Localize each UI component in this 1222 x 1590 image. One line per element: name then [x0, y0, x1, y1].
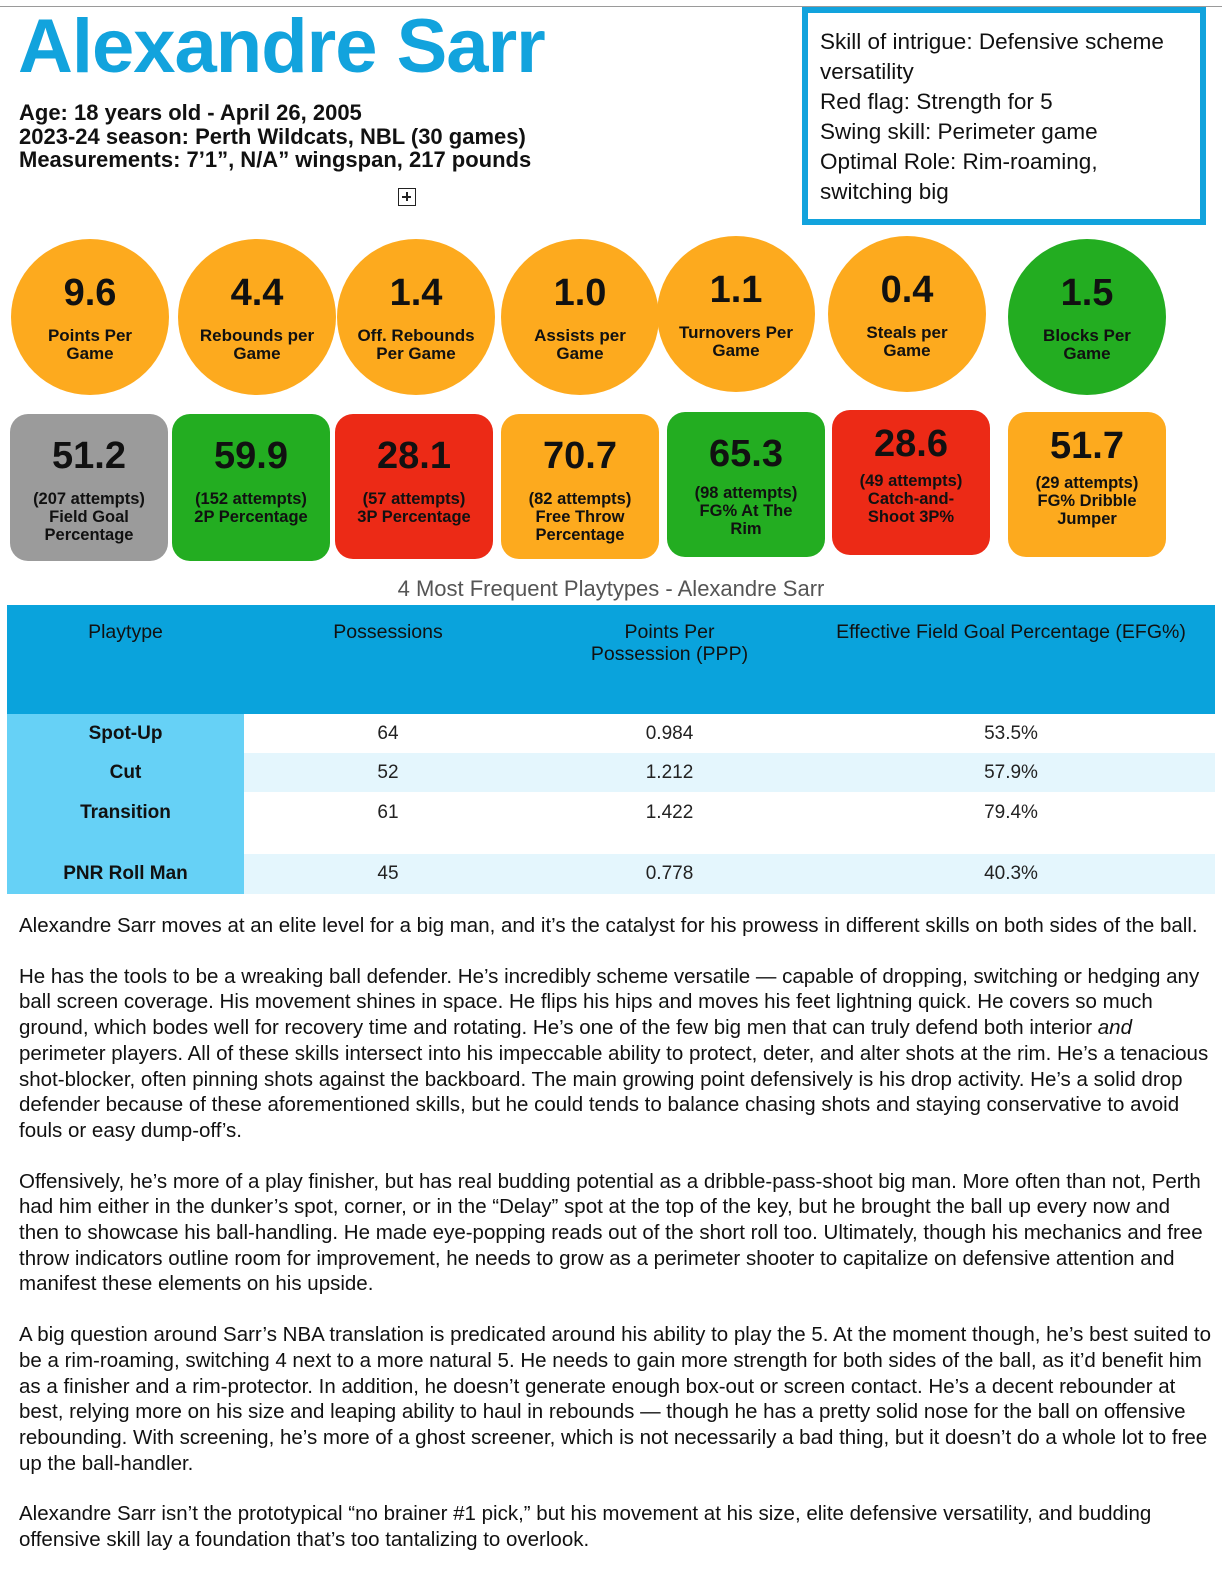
possessions-cell: 64	[377, 722, 399, 744]
shooting-card-ft	[501, 414, 659, 559]
shooting-stat-name: FG% At The Rim	[699, 502, 793, 538]
shooting-label	[186, 490, 316, 526]
player-name: Alexandre Sarr	[18, 4, 545, 89]
stat-circle-assists	[501, 239, 659, 395]
red-flag: Red flag: Strength for 5	[820, 89, 1053, 114]
shooting-card-catch-shoot	[832, 410, 990, 555]
shooting-stat-name: Field Goal Percentage	[44, 508, 134, 544]
shooting-label	[688, 484, 804, 538]
stat-label: Off. Rebounds Per Game	[357, 326, 475, 363]
header-ppp: Points Per Possession (PPP)	[532, 605, 807, 714]
swing-skill: Swing skill: Perimeter game	[820, 119, 1098, 144]
ppp-cell: 1.422	[645, 802, 694, 823]
age-line: Age: 18 years old - April 26, 2005	[19, 100, 362, 125]
shooting-card-3p	[335, 414, 493, 559]
paragraph-defense-part-1: He has the tools to be a wreaking ball defender. He’s incredibly scheme versatile — capable of dropping, switching or hedging any ball screen coverage. His movement shines in space. He flips his hips and moves his feet lightning quick. He covers so much ground, which bodes well for recovery time and rotating. He’s one of the few big men that can truly defend both interior	[19, 964, 1200, 1040]
efg-cell: 40.3%	[807, 854, 1215, 894]
optimal-role: Optimal Role: Rim-roaming, switching big	[820, 149, 1098, 204]
efg-cell: 53.5%	[984, 722, 1038, 744]
paragraph-intro: Alexandre Sarr moves at an elite level for a big man, and it’s the catalyst for his prowess in different skills on both sides of the ball.	[19, 914, 1198, 937]
playtype-cell: Cut	[7, 753, 244, 792]
shooting-label	[1012, 474, 1162, 528]
possessions-cell: 61	[377, 802, 399, 823]
table-row	[7, 854, 1215, 894]
table-row	[7, 714, 1215, 753]
paragraph-defense	[19, 964, 1215, 1144]
stat-value: 0.4	[880, 269, 934, 311]
stat-circle-blocks	[1008, 239, 1166, 395]
measurements-line: Measurements: 7’1”, N/A” wingspan, 217 pounds	[19, 147, 532, 172]
ppp-cell: 0.778	[532, 854, 807, 894]
paragraph-defense-part-2: perimeter players. All of these skills intersect into his impeccable ability to protect, deter, and alter shots at the rim. He’s a tenacious shot-blocker, often pinning shots against the backboard. The main growing point defensively is his drop activity. He’s a solid drop defender because of these aforementioned skills, but he could tends to balance chasing shots and staying conservative to avoid fouls or easy dump-off’s.	[19, 1041, 1209, 1142]
table-header-row	[7, 605, 1215, 714]
stat-circle-steals	[828, 236, 986, 392]
stat-label: Turnovers Per Game	[678, 323, 793, 360]
table-row	[7, 753, 1215, 792]
ppp-cell: 0.984	[645, 722, 694, 744]
shooting-attempts: (57 attempts)	[362, 490, 466, 508]
shooting-attempts: (82 attempts)	[528, 490, 632, 508]
stat-value: 9.6	[63, 272, 117, 314]
header-playtype: Playtype	[7, 605, 244, 714]
shooting-card-fg	[10, 414, 168, 561]
stat-circle-off-rebounds	[337, 239, 495, 395]
intrigue-box	[802, 7, 1206, 225]
shooting-label	[24, 490, 154, 544]
shooting-stat-name: Free Throw Percentage	[535, 508, 625, 544]
player-bio	[19, 101, 531, 172]
shooting-stat-name: FG% Dribble Jumper	[1037, 492, 1137, 528]
header-possessions: Possessions	[244, 605, 532, 714]
shooting-label	[515, 490, 645, 544]
possessions-cell: 52	[244, 753, 532, 792]
shooting-value: 51.7	[1050, 425, 1124, 467]
stat-label: Assists per Game	[534, 326, 626, 363]
paragraph-translation: A big question around Sarr’s NBA translation is predicated around his ability to play the 5. At the moment though, he’s best suited to be a rim-roaming, switching 4 next to a more natural 5. He needs to gain more strength for both sides of the ball, as it’d benefit him as a finisher and a rim-protector. In addition, he doesn’t generate enough box-out or screen contact. He’s a decent rebounder at best, relying more on his size and leaping ability to haul in rebounds — though he has a pretty solid nose for the ball on offensive rebounding. With screening, he’s more of a ghost screener, which is not necessarily a bad thing, but it doesn’t do a whole lot to free up the ball-handler.	[19, 1323, 1212, 1475]
shooting-attempts: (49 attempts)	[859, 472, 963, 490]
paragraph-defense-emphasis: and	[1097, 1016, 1132, 1040]
shooting-value: 59.9	[214, 435, 288, 477]
stat-label: Points Per Game	[47, 326, 133, 363]
shooting-attempts: (29 attempts)	[1035, 474, 1139, 492]
stat-value: 4.4	[230, 272, 284, 314]
playtype-cell: Transition	[7, 792, 244, 854]
stat-label: Steals per Game	[866, 323, 948, 360]
shooting-attempts: (207 attempts)	[33, 490, 145, 508]
shooting-label	[349, 490, 479, 526]
shooting-stat-name: 2P Percentage	[194, 508, 308, 526]
shooting-stat-name: 3P Percentage	[357, 508, 471, 526]
stat-value: 1.4	[389, 272, 443, 314]
shooting-value: 28.6	[874, 423, 948, 465]
stat-value: 1.1	[709, 269, 763, 311]
shooting-value: 51.2	[52, 435, 126, 477]
shooting-stat-name: Catch-and-Shoot 3P%	[867, 490, 955, 526]
ppp-cell: 1.212	[532, 753, 807, 792]
paragraph-offense: Offensively, he’s more of a play finisher, but has real budding potential as a dribble-pass-shoot big man. More often than not, Perth had him either in the dunker’s spot, corner, or in the “Delay” spot at the top of the key, but he brought the ball up every now and then to showcase his ball-handling. He made eye-popping reads out of the short roll too. Ultimately, though his mechanics and free throw indicators outline room for improvement, he needs to grow as a perimeter shooter to capitalize on defensive attention and manifest these elements on his upside.	[19, 1169, 1203, 1296]
stat-circle-turnovers	[657, 236, 815, 392]
possessions-cell: 45	[244, 854, 532, 894]
stat-circle-rebounds	[178, 239, 336, 395]
shooting-value: 70.7	[543, 435, 617, 477]
playtype-cell: Spot-Up	[7, 714, 244, 753]
shooting-label	[852, 472, 970, 526]
scouting-article	[19, 913, 1215, 1578]
shooting-value: 65.3	[709, 433, 783, 475]
stat-label: Blocks Per Game	[1043, 326, 1131, 363]
playtypes-table	[7, 605, 1215, 894]
playtypes-title: 4 Most Frequent Playtypes - Alexandre Sarr	[397, 576, 825, 601]
stat-circle-points	[11, 239, 169, 395]
table-row	[7, 792, 1215, 854]
stat-value: 1.5	[1060, 272, 1114, 314]
playtype-cell: PNR Roll Man	[7, 854, 244, 894]
shooting-attempts: (98 attempts)	[694, 484, 798, 502]
paragraph-summary: Alexandre Sarr isn’t the prototypical “no brainer #1 pick,” but his movement at his size, elite defensive versatility, and budding offensive skill lay a foundation that’s too tantalizing to overlook.	[19, 1502, 1152, 1552]
efg-cell: 79.4%	[984, 802, 1038, 823]
shooting-card-2p	[172, 414, 330, 561]
header-efg: Effective Field Goal Percentage (EFG%)	[807, 605, 1215, 714]
skill-of-intrigue: Skill of intrigue: Defensive scheme versatility	[820, 29, 1164, 84]
expand-plus-icon[interactable]	[398, 188, 416, 206]
shooting-value: 28.1	[377, 435, 451, 477]
shooting-attempts: (152 attempts)	[195, 490, 307, 508]
shooting-card-rim	[667, 412, 825, 557]
season-line: 2023-24 season: Perth Wildcats, NBL (30 games)	[19, 123, 526, 149]
stat-value: 1.0	[553, 272, 607, 314]
shooting-card-dribble-jumper	[1008, 412, 1166, 557]
stat-label: Rebounds per Game	[199, 326, 315, 363]
efg-cell: 57.9%	[807, 753, 1215, 792]
